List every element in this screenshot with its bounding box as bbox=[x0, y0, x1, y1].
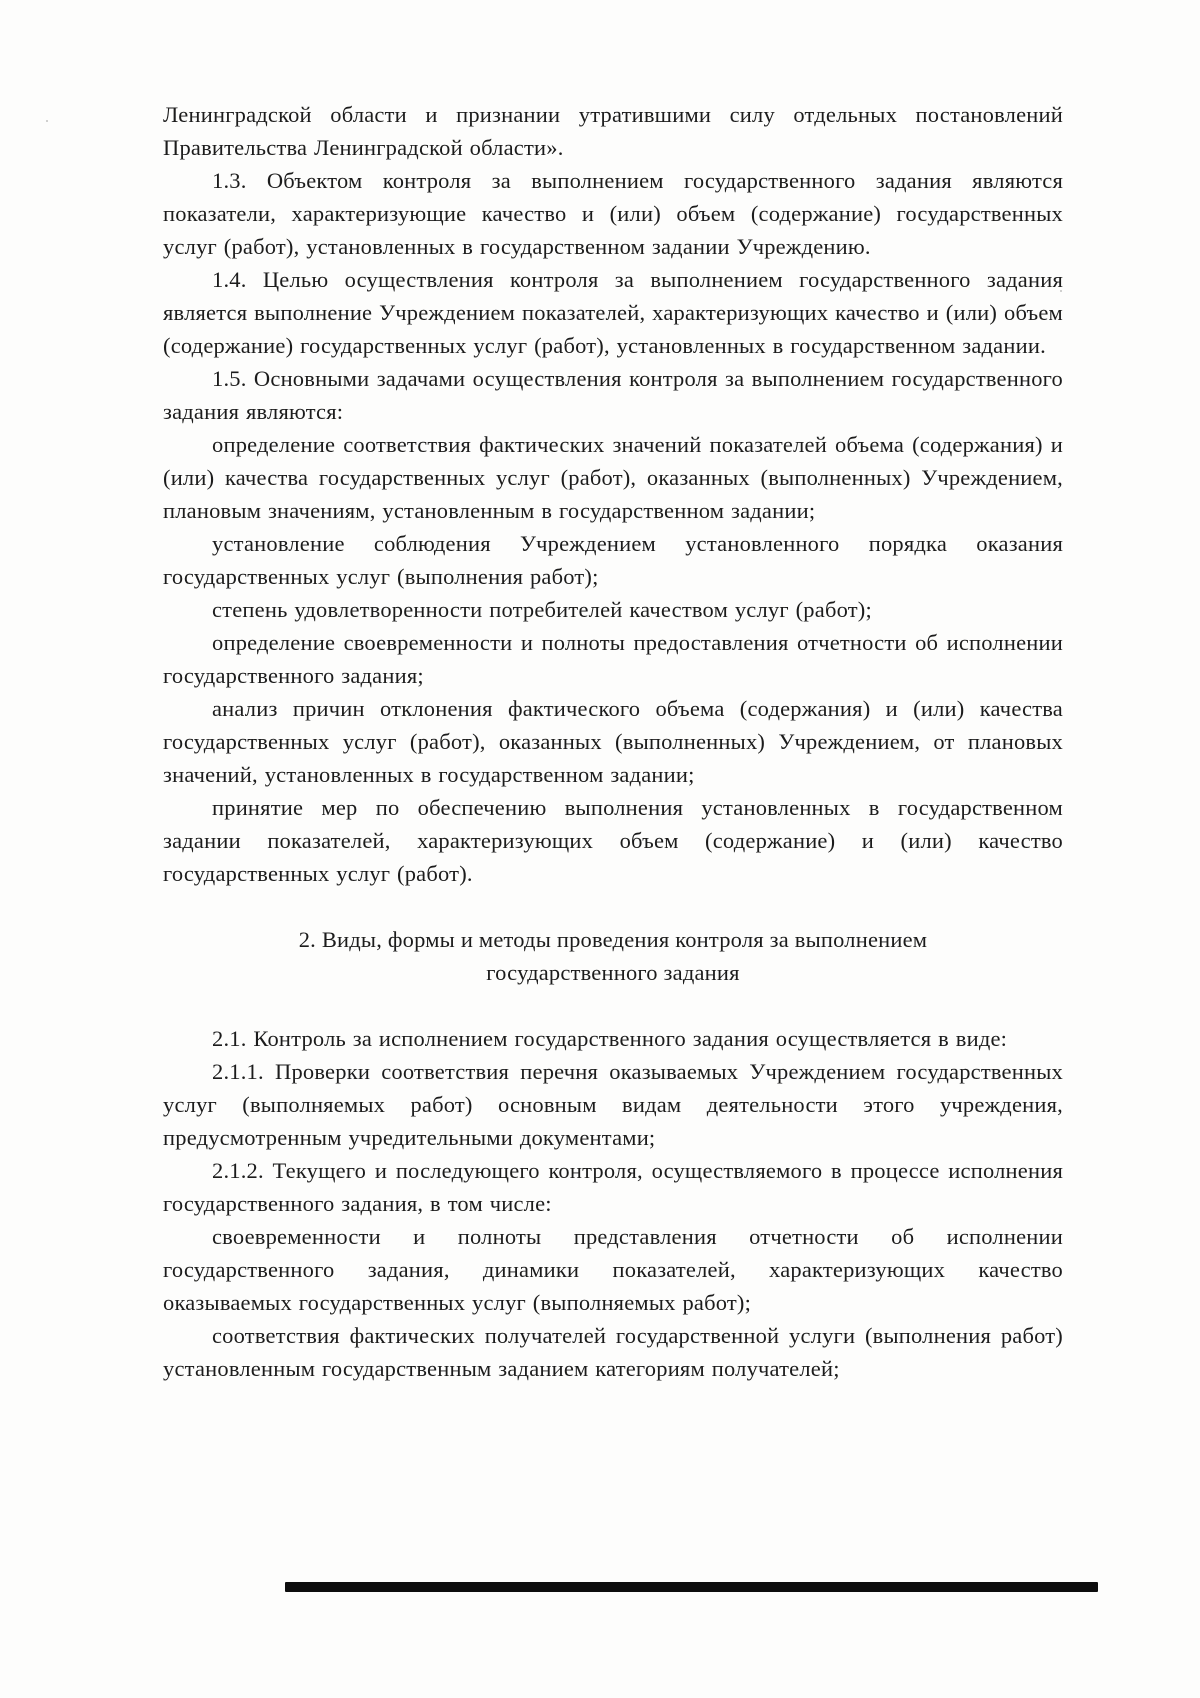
paragraph: 1.5. Основными задачами осуществления контроля за выполнением государственного задания являются: bbox=[163, 366, 1063, 424]
paragraph: 2.1.1. Проверки соответствия перечня оказываемых Учреждением государственных услуг (выполняемых работ) основным видам деятельности этого учреждения, предусмотренным учредительными документами; bbox=[163, 1059, 1063, 1150]
scan-speck bbox=[1060, 290, 1062, 292]
paragraph: своевременности и полноты представления отчетности об исполнении государственного задания, динамики показателей, характеризующих качество оказываемых государственных услуг (выполняемых работ); bbox=[163, 1224, 1063, 1315]
paragraph: 1.4. Целью осуществления контроля за выполнением государственного задания является выполнение Учреждением показателей, характеризующих качество и (или) объем (содержание) государственных услуг (работ), установленных в государственном задании. bbox=[163, 267, 1063, 358]
paragraph: степень удовлетворенности потребителей качеством услуг (работ); bbox=[212, 597, 872, 622]
paragraph: 1.3. Объектом контроля за выполнением государственного задания являются показатели, характеризующие качество и (или) объем (содержание) государственных услуг (работ), установленных в государственном задании Учреждению. bbox=[163, 168, 1063, 259]
paragraph: 2.1.2. Текущего и последующего контроля, осуществляемого в процессе исполнения государственного задания, в том числе: bbox=[163, 1158, 1063, 1216]
paragraph: соответствия фактических получателей государственной услуги (выполнения работ) установленным государственным заданием категориям получателей; bbox=[163, 1323, 1063, 1381]
document-body bbox=[163, 98, 1063, 1385]
paragraph: установление соблюдения Учреждением установленного порядка оказания государственных услуг (выполнения работ); bbox=[163, 531, 1063, 589]
paragraph: принятие мер по обеспечению выполнения установленных в государственном задании показателей, характеризующих объем (содержание) и (или) качество государственных услуг (работ). bbox=[163, 795, 1063, 886]
paragraph: определение своевременности и полноты предоставления отчетности об исполнении государственного задания; bbox=[163, 630, 1063, 688]
scan-artifact-bar bbox=[285, 1582, 1098, 1592]
paragraph: 2.1. Контроль за исполнением государственного задания осуществляется в виде: bbox=[212, 1026, 1008, 1051]
scan-speck bbox=[46, 120, 48, 122]
paragraph: Ленинградской области и признании утратившими силу отдельных постановлений Правительства Ленинградской области». bbox=[163, 102, 1063, 160]
paragraph: анализ причин отклонения фактического объема (содержания) и (или) качества государственных услуг (работ), оказанных (выполненных) Учреждением, от плановых значений, установленных в государственном задании; bbox=[163, 696, 1063, 787]
section-heading: 2. Виды, формы и методы проведения контроля за выполнением государственного задания bbox=[298, 927, 928, 985]
paragraph: определение соответствия фактических значений показателей объема (содержания) и (или) качества государственных услуг (работ), оказанных (выполненных) Учреждением, плановым значениям, установленным в государственном задании; bbox=[163, 432, 1063, 523]
